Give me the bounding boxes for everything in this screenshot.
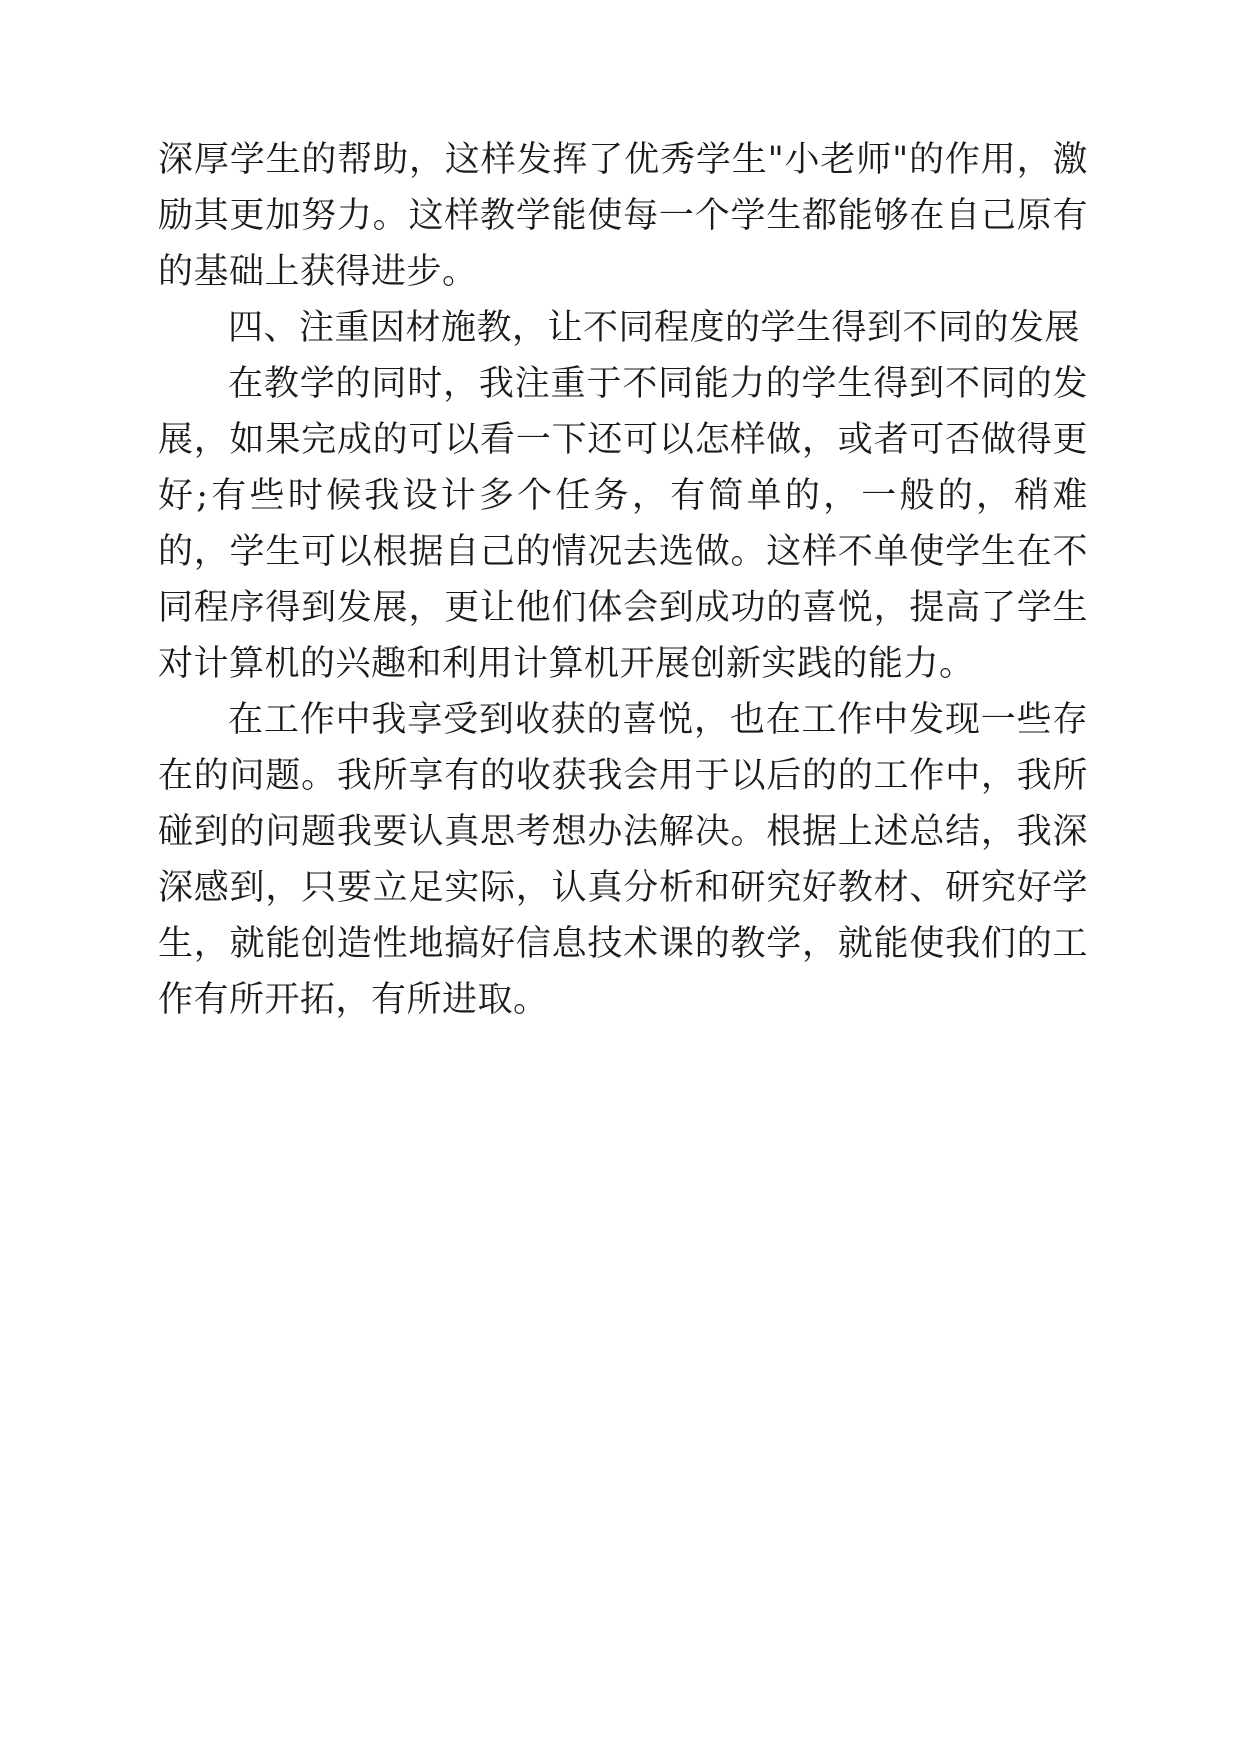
paragraph-2-heading: 四、注重因材施教，让不同程度的学生得到不同的发展 [228, 308, 1081, 348]
paragraph-4: 在工作中我享受到收获的喜悦，也在工作中发现一些存在的问题。我所享有的收获我会用于以后的的工作中，我所碰到的问题我要认真思考想办法解决。根据上述总结，我深深感到，只要立足实际，认真分析和研究好教材、研究好学生，就能创造性地搞好信息技术课的教学，就能使我们的工作有所开拓，有所进取。 [158, 700, 1088, 1020]
paragraph-3: 在教学的同时，我注重于不同能力的学生得到不同的发展，如果完成的可以看一下还可以怎样做，或者可否做得更好;有些时候我设计多个任务，有简单的，一般的，稍难的，学生可以根据自己的情况去选做。这样不单使学生在不同程序得到发展，更让他们体会到成功的喜悦，提高了学生对计算机的兴趣和利用计算机开展创新实践的能力。 [158, 364, 1088, 684]
paragraph-1: 深厚学生的帮助，这样发挥了优秀学生"小老师"的作用，激励其更加努力。这样教学能使每一个学生都能够在自己原有的基础上获得进步。 [158, 140, 1088, 292]
document-body [158, 132, 1088, 1028]
